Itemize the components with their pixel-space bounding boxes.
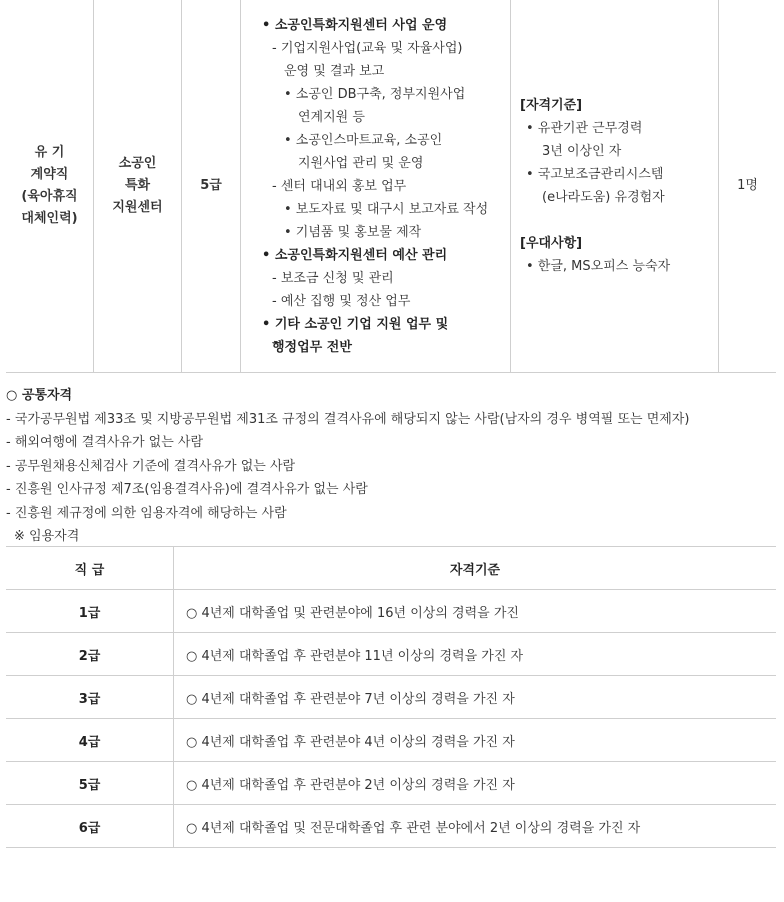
grade-cell bbox=[182, 0, 240, 372]
qualifications-cell bbox=[520, 94, 720, 278]
preference-item: • 한글, MS오피스 능숙자 bbox=[526, 259, 671, 274]
criteria-column-header: 자격기준 bbox=[449, 562, 501, 578]
appointment-note: ※ 임용자격 bbox=[14, 529, 80, 544]
employment-type-line: 계약직 bbox=[30, 167, 69, 182]
grade-cell: 4급 bbox=[6, 719, 174, 761]
employment-type-line: 대체인력) bbox=[21, 211, 78, 226]
grade-column-header: 직 급 bbox=[6, 547, 174, 589]
duty-line: • 기념품 및 홍보물 제작 bbox=[284, 225, 422, 240]
table-row bbox=[6, 805, 776, 848]
column-divider bbox=[510, 0, 511, 372]
job-posting-table bbox=[6, 0, 776, 373]
duty-line: • 소공인스마트교육, 소공인 bbox=[284, 133, 443, 148]
preference-header: [우대사항] bbox=[520, 236, 583, 251]
qualification-item: • 유관기관 근무경력 bbox=[526, 121, 643, 136]
department-line: 지원센터 bbox=[112, 200, 163, 215]
common-qualification-item: - 국가공무원법 제33조 및 지방공무원법 제31조 규정의 결격사유에 해당되지 않는 사람(남자의 경우 병역필 또는 면제자) bbox=[6, 411, 690, 427]
duty-line: • 소공인 DB구축, 정부지원사업 bbox=[284, 87, 466, 102]
duty-line: • 소공인특화지원센터 사업 운영 bbox=[262, 18, 448, 33]
duty-line: - 예산 집행 및 정산 업무 bbox=[272, 294, 411, 309]
table-row bbox=[6, 762, 776, 805]
common-qualification-item: - 해외여행에 결격사유가 없는 사람 bbox=[6, 435, 204, 450]
employment-type-line: (육아휴직 bbox=[21, 189, 78, 204]
grade-cell: 5급 bbox=[6, 762, 174, 804]
qualification-item: • 국고보조금관리시스템 bbox=[526, 167, 664, 182]
headcount-value: 1명 bbox=[737, 178, 758, 193]
criteria-cell: ○ 4년제 대학졸업 및 관련분야에 16년 이상의 경력을 가진 bbox=[186, 605, 519, 621]
duties-list bbox=[256, 14, 506, 359]
criteria-cell: ○ 4년제 대학졸업 후 관련분야 4년 이상의 경력을 가진 자 bbox=[186, 734, 515, 750]
common-qualification-item: - 진흥원 인사규정 제7조(임용결격사유)에 결격사유가 없는 사람 bbox=[6, 482, 368, 497]
criteria-cell: ○ 4년제 대학졸업 후 관련분야 11년 이상의 경력을 가진 자 bbox=[186, 648, 524, 664]
common-qualifications-title: ○ 공통자격 bbox=[6, 388, 73, 403]
grade-cell: 6급 bbox=[6, 805, 174, 847]
qualification-header: [자격기준] bbox=[520, 98, 583, 113]
duty-line: - 보조금 신청 및 관리 bbox=[272, 271, 394, 286]
employment-type-cell bbox=[6, 0, 93, 372]
duty-line: - 기업지원사업(교육 및 자율사업) bbox=[272, 41, 463, 56]
department-line: 특화 bbox=[124, 178, 151, 193]
employment-type-line: 유 기 bbox=[34, 145, 65, 160]
table-row bbox=[6, 590, 776, 633]
duty-line: • 기타 소공인 기업 지원 업무 및 bbox=[262, 317, 449, 332]
common-qualification-item: - 진흥원 제규정에 의한 임용자격에 해당하는 사람 bbox=[6, 505, 287, 521]
qualification-item: 3년 이상인 자 bbox=[542, 144, 622, 159]
criteria-cell: ○ 4년제 대학졸업 후 관련분야 2년 이상의 경력을 가진 자 bbox=[186, 777, 515, 793]
grade-cell: 2급 bbox=[6, 633, 174, 675]
common-qualification-item: - 공무원채용신체검사 기준에 결격사유가 없는 사람 bbox=[6, 458, 296, 474]
table-row bbox=[6, 633, 776, 676]
grade-value: 5급 bbox=[200, 178, 222, 193]
department-cell bbox=[94, 0, 181, 372]
table-row bbox=[6, 676, 776, 719]
duty-line: 연계지원 등 bbox=[298, 110, 365, 125]
duty-line: 행정업무 전반 bbox=[272, 340, 352, 355]
duty-line: - 센터 대내외 홍보 업무 bbox=[272, 179, 407, 194]
grade-criteria-table bbox=[6, 546, 776, 848]
duty-line: 지원사업 관리 및 운영 bbox=[298, 156, 424, 171]
duty-line: • 보도자료 및 대구시 보고자료 작성 bbox=[284, 202, 489, 217]
department-line: 소공인 bbox=[118, 156, 157, 171]
criteria-cell: ○ 4년제 대학졸업 및 전문대학졸업 후 관련 분야에서 2년 이상의 경력을 가진 자 bbox=[186, 820, 641, 836]
duty-line: 운영 및 결과 보고 bbox=[284, 64, 385, 79]
grade-cell: 1급 bbox=[6, 590, 174, 632]
grade-table-header bbox=[6, 547, 776, 590]
headcount-cell bbox=[719, 0, 776, 372]
common-qualifications bbox=[6, 384, 782, 549]
table-row bbox=[6, 719, 776, 762]
grade-cell: 3급 bbox=[6, 676, 174, 718]
column-divider bbox=[240, 0, 241, 372]
qualification-item: (e나라도움) 유경험자 bbox=[542, 190, 665, 205]
criteria-cell: ○ 4년제 대학졸업 후 관련분야 7년 이상의 경력을 가진 자 bbox=[186, 691, 515, 707]
duty-line: • 소공인특화지원센터 예산 관리 bbox=[262, 248, 448, 263]
